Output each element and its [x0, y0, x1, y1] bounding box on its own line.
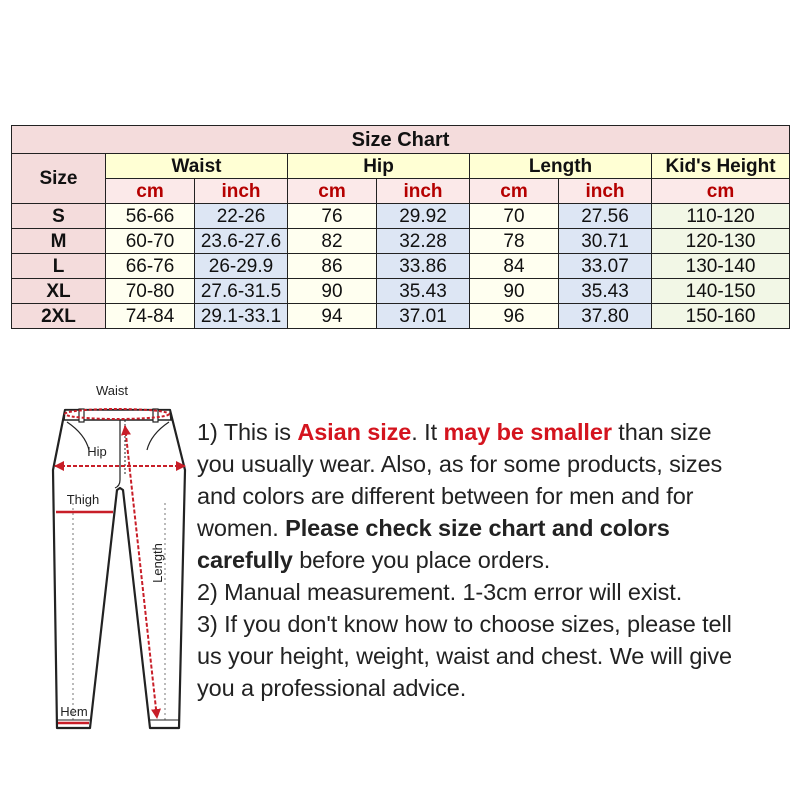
table-cell: 26-29.9	[195, 254, 288, 279]
table-cell: 70	[470, 204, 559, 229]
table-cell: 35.43	[377, 279, 470, 304]
note-1-line-1	[197, 416, 797, 448]
table-title: Size Chart	[12, 126, 790, 154]
note-1-line-5	[197, 544, 797, 576]
table-cell: 29.1-33.1	[195, 304, 288, 329]
size-cell: XL	[12, 279, 106, 304]
table-cell: 22-26	[195, 204, 288, 229]
note-1-line-4	[197, 512, 797, 544]
table-cell: 110-120	[652, 204, 790, 229]
table-row	[12, 254, 790, 279]
size-cell: 2XL	[12, 304, 106, 329]
note-text: women.	[197, 515, 286, 541]
table-row	[12, 204, 790, 229]
group-header-hip: Hip	[288, 154, 470, 179]
group-header-length: Length	[470, 154, 652, 179]
group-header-kids-height: Kid's Height	[652, 154, 790, 179]
note-text: . It	[411, 419, 444, 445]
table-row	[12, 229, 790, 254]
table-cell: 30.71	[559, 229, 652, 254]
unit-header: cm	[470, 179, 559, 204]
note-1-line-2: you usually wear. Also, as for some products, sizes	[197, 451, 723, 477]
carefully-emphasis: carefully	[197, 547, 293, 573]
unit-header: cm	[106, 179, 195, 204]
note-text: than size	[611, 419, 712, 445]
table-cell: 37.80	[559, 304, 652, 329]
note-text: 1) This is	[197, 419, 298, 445]
table-cell: 60-70	[106, 229, 195, 254]
hip-label: Hip	[87, 444, 107, 459]
table-cell: 66-76	[106, 254, 195, 279]
table-cell: 23.6-27.6	[195, 229, 288, 254]
unit-header: cm	[652, 179, 790, 204]
table-cell: 33.86	[377, 254, 470, 279]
table-row	[12, 279, 790, 304]
table-cell: 27.6-31.5	[195, 279, 288, 304]
size-chart-table	[11, 125, 789, 329]
unit-header: inch	[377, 179, 470, 204]
note-3-line-2: us your height, weight, waist and chest. We will give	[197, 643, 733, 669]
note-3-line-1: 3) If you don't know how to choose sizes, please tell	[197, 611, 732, 637]
thigh-label: Thigh	[66, 492, 100, 507]
table-cell: 96	[470, 304, 559, 329]
table-cell: 150-160	[652, 304, 790, 329]
table-cell: 94	[288, 304, 377, 329]
table-cell: 35.43	[559, 279, 652, 304]
hem-label: Hem	[60, 704, 88, 719]
table-cell: 90	[288, 279, 377, 304]
asian-size-highlight: Asian size	[297, 419, 412, 445]
table-cell: 84	[470, 254, 559, 279]
waist-label: Waist	[95, 383, 129, 398]
size-notes	[197, 416, 797, 704]
may-be-smaller-highlight: may be smaller	[443, 419, 612, 445]
size-cell: L	[12, 254, 106, 279]
note-2: 2) Manual measurement. 1-3cm error will exist.	[197, 579, 683, 605]
length-label: Length	[150, 543, 165, 583]
table-cell: 120-130	[652, 229, 790, 254]
size-cell: S	[12, 204, 106, 229]
table-cell: 86	[288, 254, 377, 279]
unit-header: cm	[288, 179, 377, 204]
table-cell: 37.01	[377, 304, 470, 329]
note-1-line-3: and colors are different between for men and for	[197, 483, 694, 509]
table-cell: 82	[288, 229, 377, 254]
table-cell: 76	[288, 204, 377, 229]
note-text: before you place orders.	[292, 547, 551, 573]
size-cell: M	[12, 229, 106, 254]
note-3-line-3: you a professional advice.	[197, 675, 467, 701]
pants-measurement-diagram	[45, 378, 195, 738]
table-cell: 33.07	[559, 254, 652, 279]
table-row	[12, 304, 790, 329]
size-header: Size	[12, 154, 106, 204]
table-cell: 70-80	[106, 279, 195, 304]
table-cell: 29.92	[377, 204, 470, 229]
table-cell: 32.28	[377, 229, 470, 254]
check-size-chart-emphasis: Please check size chart and colors	[285, 515, 670, 541]
table-cell: 27.56	[559, 204, 652, 229]
unit-header: inch	[195, 179, 288, 204]
table-cell: 78	[470, 229, 559, 254]
table-cell: 56-66	[106, 204, 195, 229]
table-cell: 74-84	[106, 304, 195, 329]
group-header-waist: Waist	[106, 154, 288, 179]
table-cell: 90	[470, 279, 559, 304]
unit-header: inch	[559, 179, 652, 204]
table-cell: 140-150	[652, 279, 790, 304]
table-cell: 130-140	[652, 254, 790, 279]
